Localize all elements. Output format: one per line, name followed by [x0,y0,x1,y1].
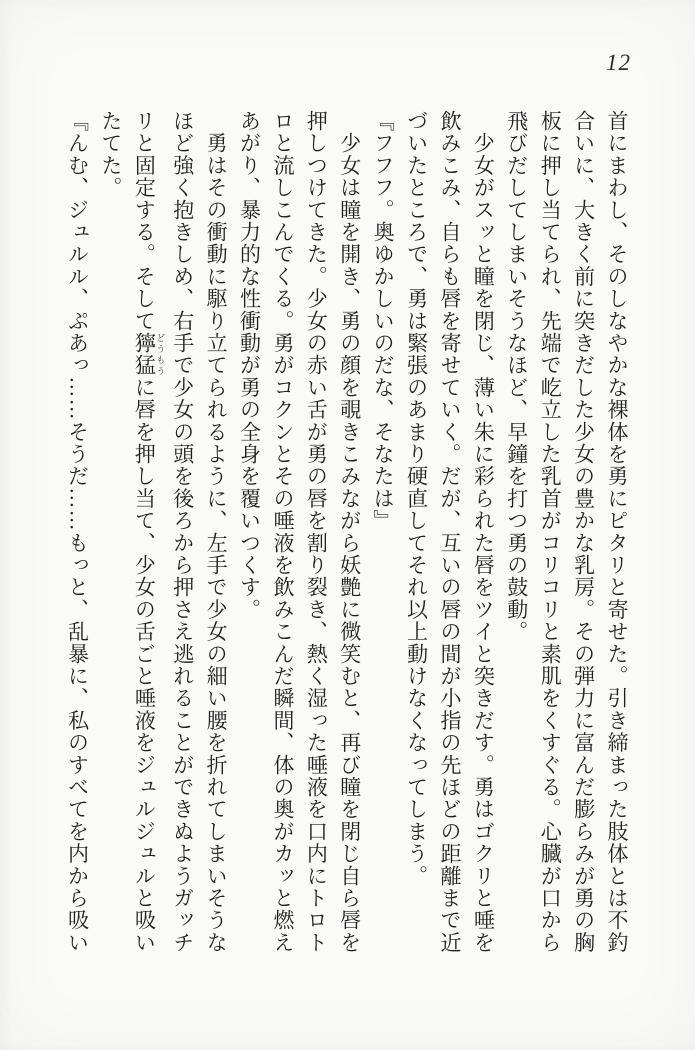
text-column-dialogue: 『んむ、ジュルル、ぷあっ……そうだ……もっと、乱暴に、私のすべてを内から吸い [65,110,90,954]
text-column-dialogue: 『フフフ。奥ゆかしいのだな、そなたは』 [371,110,396,532]
text-column: づいたところで、勇は緊張のあまり硬直してそれ以上動けなくなってしまう。 [404,110,429,887]
text-column: 板に押し当てられ、先端で屹立した乳首がコリコリと素肌をくすぐる。心臓が口から [538,110,563,954]
text-column: 飛びだしてしまいそうなほど、早鐘を打つ勇の鼓動。 [504,110,529,643]
text-column: 少女は瞳を開き、勇の顔を覗きこみながら妖艶に微笑むと、再び瞳を閉じ自ら唇を [337,110,362,954]
ruby-annotation [132,332,166,377]
text-column: あがり、暴力的な性衝動が勇の全身を覆いつくす。 [237,110,262,621]
text-column: 合いに、大きく前に突きだした少女の豊かな乳房。その弾力に富んだ膨らみが勇の胸 [571,110,596,954]
text-segment: に唇を押し当て、少女の舌ごと唾液をジュルジュルと吸い [132,376,157,954]
furigana: どうもう [155,332,166,377]
text-column: ロと流しこんでくる。勇がコクンとその唾液を飲みこんだ瞬間、体の奥がカッと燃え [270,110,295,954]
text-column: 押しつけてきた。少女の赤い舌が勇の唇を割り裂き、熱く湿った唾液を口内にトロト [304,110,329,954]
text-column: たてた。 [98,110,123,199]
text-column: 飲みこみ、自らも唇を寄せていく。だが、互いの唇の間が小指の先ほどの距離まで近 [437,110,462,954]
text-column: 少女がスッと瞳を閉じ、薄い朱に彩られた唇をツイと突きだす。勇はゴクリと唾を [471,110,496,954]
text-column: 勇はその衝動に駆り立てられるように、左手で少女の細い腰を折れてしまいそうな [204,110,229,954]
text-segment: リと固定する。そして [132,110,157,332]
text-column: ほど強く抱きしめ、右手で少女の頭を後ろから押さえ逃れることができぬようガッチ [170,110,195,954]
text-column [127,110,165,962]
text-column: 首にまわし、そのしなやかな裸体を勇にピタリと寄せた。引き締まった肢体とは不釣 [605,110,629,954]
page-number: 12 [606,50,631,75]
ruby-base: 獰猛 [132,332,157,377]
vertical-text-block [60,110,633,962]
